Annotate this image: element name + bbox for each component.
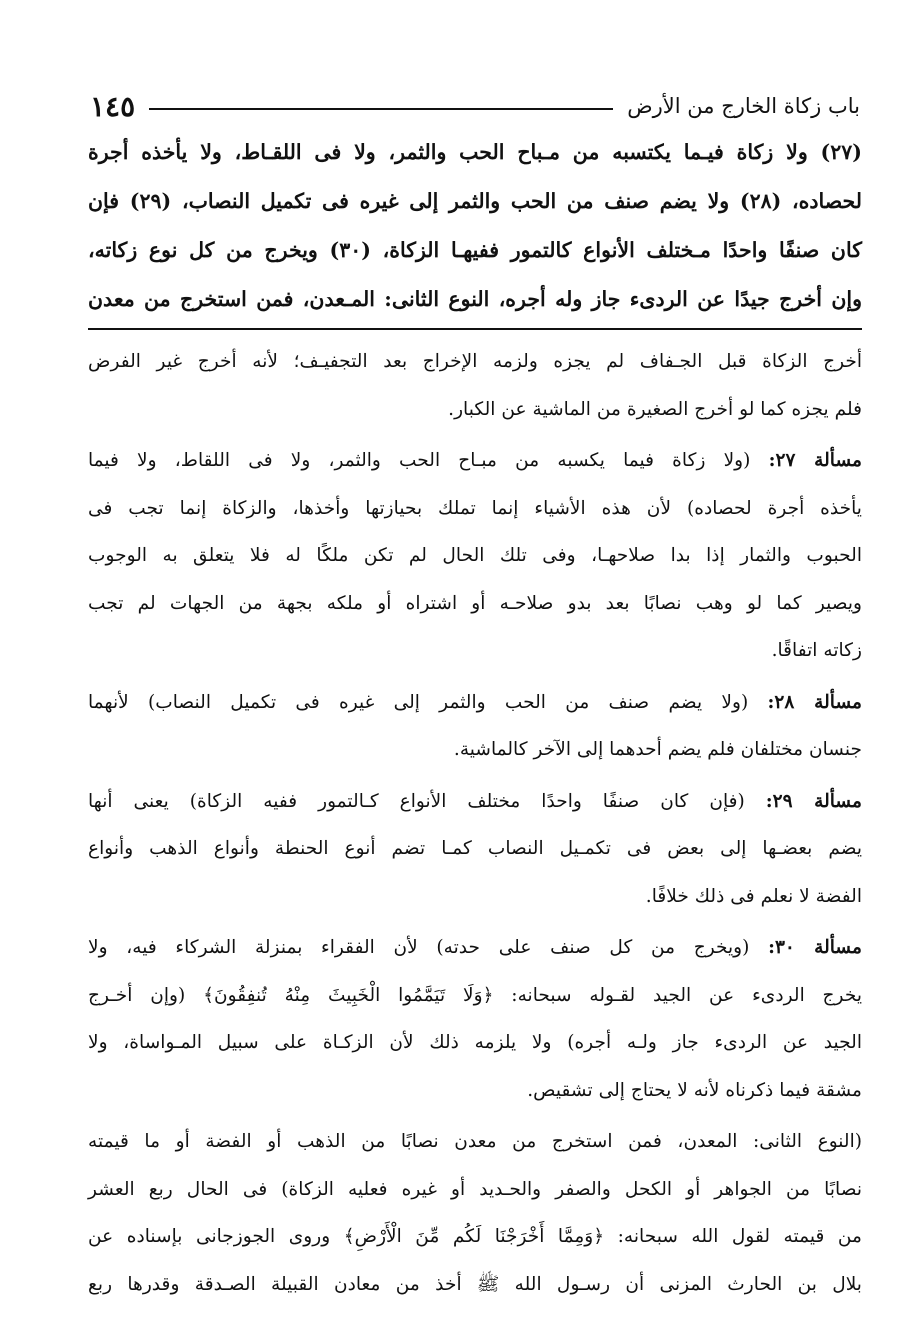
matn-line: (٢٧) ولا زكاة فيـما يكتسبه من مـباح الحب والثمر، ولا فى اللقـاط، ولا يأخذه أجرة — [88, 140, 862, 164]
issue-29-label: مسألة ٢٩: — [765, 790, 862, 812]
issue-29-text: (فإن كان صنفًا واحدًا مختلف الأنواع كـالتمور ففيه الزكاة) يعنى أنها — [88, 790, 745, 812]
page-number: ١٤٥ — [90, 89, 136, 123]
commentary-line: فلم يجزه كما لو أخرج الصغيرة من الماشية عن الكبار. — [448, 398, 862, 420]
commentary-line: يأخذه أجرة لحصاده) لأن هذه الأشياء إنما تملك بحيازتها وأخذها، والزكاة إنما تجب فى — [88, 497, 862, 519]
matn-line: وإن أخرج جيدًا عن الردىء جاز وله أجره، النوع الثانى: المـعدن، فمن استخرج من معدن — [88, 287, 862, 311]
issue-30-first-line — [88, 924, 862, 972]
matn-line: لحصاده، (٢٨) ولا يضم صنف من الحب والثمر إلى غيره فى تكميل النصاب، (٢٩) فإن — [88, 189, 863, 213]
commentary-line: يضم بعضـها إلى بعض فى تكمـيل النصاب كمـا تضم أنوع الحنطة وأنواع الذهب وأنواع — [88, 838, 862, 859]
issue-29-first-line — [88, 778, 862, 826]
header-rule — [149, 108, 613, 110]
commentary-line: نصابًا من الجواهر أو الكحل والصفر والحـديد أو غيره فعليه الزكاة) فى الحال ربع العشر — [88, 1178, 862, 1200]
commentary-line: (النوع الثانى: المعدن، فمن استخرج من معدن نصابًا من الذهب أو الفضة أو ما قيمته — [88, 1131, 862, 1152]
commentary-line: الفضة لا نعلم فى ذلك خلافًا. — [645, 885, 862, 907]
issue-27-text: (ولا زكاة فيما يكسبه من مبـاح الحب والثمر، ولا فى اللقاط، ولا فيما — [88, 450, 751, 471]
commentary-line: ويصير كما لو وهب نصابًا بعد بدو صلاحـه أو اشتراه أو ملكه بجهة من الجهات لم تجب — [88, 592, 862, 614]
commentary-line: أخرج الزكاة قبل الجـفاف لم يجزه ولزمه الإخراج بعد التجفيـف؛ لأنه أخرج غير الفرض — [88, 351, 862, 372]
commentary-line: جنسان مختلفان فلم يضم أحدهما إلى الآخر كالماشية. — [453, 739, 862, 760]
issue-30-label: مسألة ٣٠: — [768, 937, 862, 958]
commentary-line: الجيد عن الردىء جاز ولـه أجره) ولا يلزمه ذلك لأن الزكـاة على سبيل المـواساة، ولا — [88, 1032, 862, 1053]
chapter-title: باب زكاة الخارج من الأرض — [627, 94, 860, 118]
commentary-line: يخرج الردىء عن الجيد لقـوله سبحانه: ﴿وَلَا تَيَمَّمُوا الْخَبِيثَ مِنْهُ تُنفِقُونَ﴾ (وإن أخـرج — [88, 984, 862, 1006]
commentary-line: بلال بن الحارث المزنى أن رسـول الله ﷺ أخذ من معادن القبيلة الصـدقة وقدرها ربع — [88, 1273, 862, 1295]
issue-27-label: مسألة ٢٧: — [768, 450, 862, 471]
commentary-line: الحبوب والثمار إذا بدا صلاحهـا، وفى تلك الحال لم تكن ملكًا له فلا يتعلق به الوجوب — [88, 545, 862, 566]
main-text — [88, 128, 862, 324]
issue-28-first-line — [88, 679, 862, 727]
commentary-text — [88, 338, 862, 1308]
issue-27-first-line — [88, 437, 862, 485]
issue-30-text: (ويخرج من كل صنف على حدته) لأن الفقراء بمنزلة الشركاء فيه، ولا — [88, 937, 750, 958]
matn-line: كان صنفًا واحدًا مـختلف الأنواع كالتمور ففيهـا الزكاة، (٣٠) ويخرج من كل نوع زكاته، — [88, 238, 862, 262]
commentary-line: زكاته اتفاقًا. — [771, 640, 862, 661]
commentary-line: من قيمته لقول الله سبحانه: ﴿وَمِمَّا أَخْرَجْنَا لَكُم مِّنَ الْأَرْضِ﴾ وروى الجوزجانى بإسناده عن — [88, 1226, 862, 1247]
running-header — [90, 86, 860, 126]
issue-28-label: مسألة ٢٨: — [767, 691, 862, 713]
commentary-line: مشقة فيما ذكرناه لأنه لا يحتاج إلى تشقيص. — [527, 1079, 862, 1101]
issue-28-text: (ولا يضم صنف من الحب والثمر إلى غيره فى تكميل النصاب) لأنهما — [88, 691, 749, 713]
separator-rule — [88, 328, 862, 330]
